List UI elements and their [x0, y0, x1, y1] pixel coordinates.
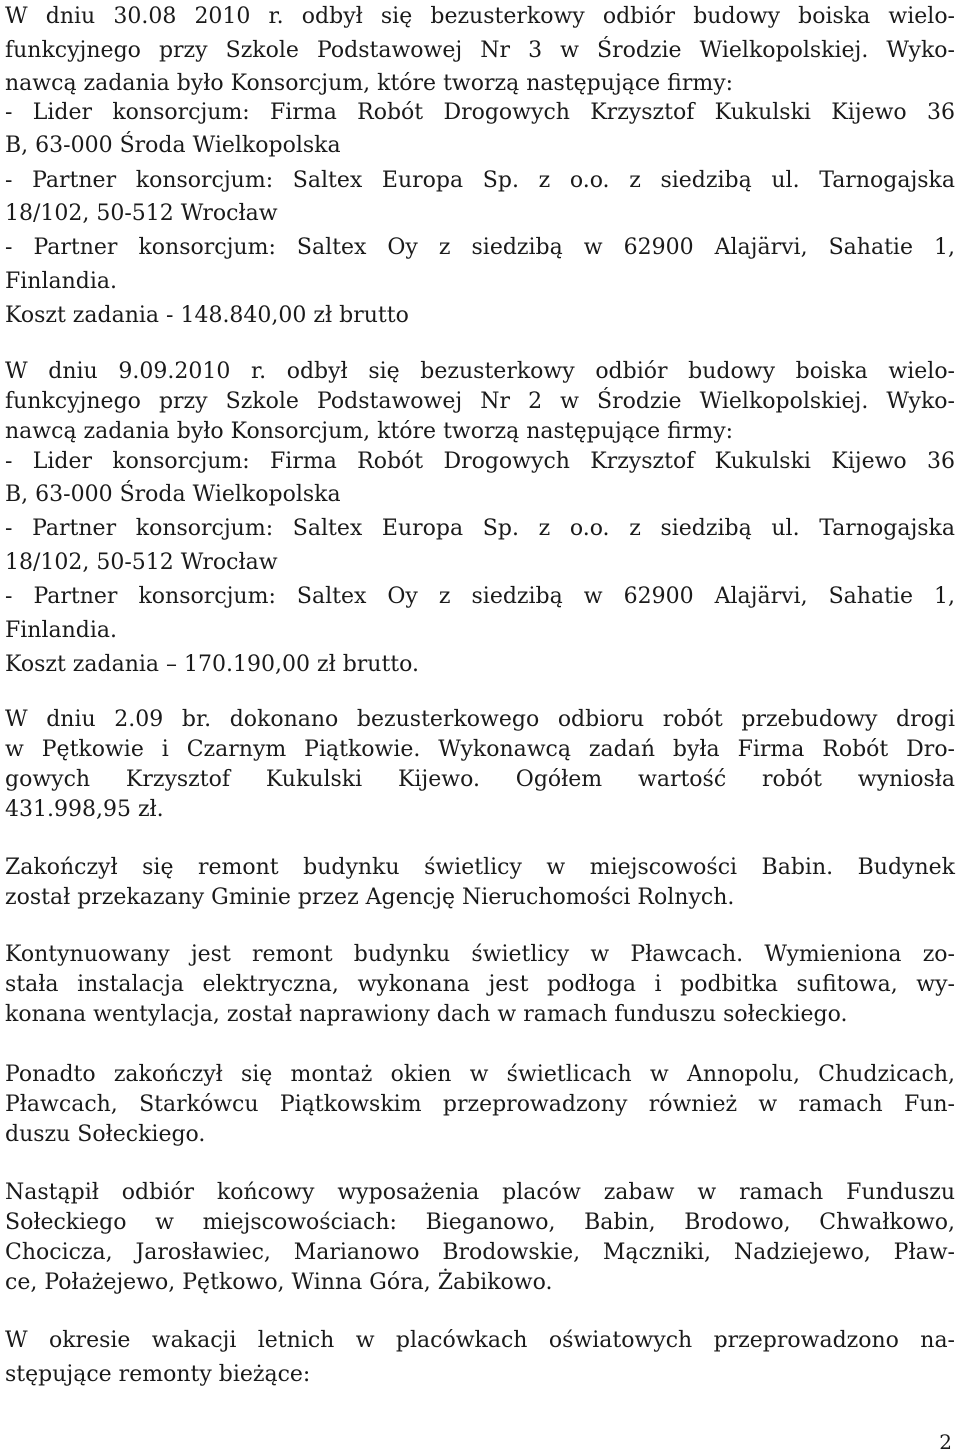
text-line: konana wentylacja, został naprawiony dach w ramach funduszu sołeckiego. — [5, 1002, 848, 1027]
text-line: Ponadto zakończył się montaż okien w świetlicach w Annopolu, Chudzicach, — [5, 1062, 955, 1087]
text-line: w Pętkowie i Czarnym Piątkowie. Wykonawcą zadań była Firma Robót Dro- — [5, 737, 955, 762]
text-line: gowych Krzysztof Kukulski Kijewo. Ogółem wartość robót wyniosła — [5, 767, 955, 792]
text-line: funkcyjnego przy Szkole Podstawowej Nr 2 w Środzie Wielkopolskiej. Wyko- — [5, 389, 955, 414]
text-line: - Lider konsorcjum: Firma Robót Drogowych Krzysztof Kukulski Kijewo 36 — [5, 100, 955, 125]
text-line: W okresie wakacji letnich w placówkach oświatowych przeprowadzono na- — [5, 1328, 955, 1353]
text-line: Kontynuowany jest remont budynku świetlicy w Pławcach. Wymieniona zo- — [5, 942, 955, 967]
text-line: Koszt zadania – 170.190,00 zł brutto. — [5, 652, 419, 677]
text-line: 431.998,95 zł. — [5, 797, 164, 822]
text-line: nawcą zadania było Konsorcjum, które tworzą następujące firmy: — [5, 419, 734, 444]
text-line: Koszt zadania - 148.840,00 zł brutto — [5, 303, 409, 328]
text-line: - Partner konsorcjum: Saltex Oy z siedzibą w 62900 Alajärvi, Sahatie 1, — [5, 584, 955, 609]
text-line: funkcyjnego przy Szkole Podstawowej Nr 3 w Środzie Wielkopolskiej. Wyko- — [5, 38, 955, 63]
page-number: 2 — [939, 1430, 952, 1454]
text-line: W dniu 30.08 2010 r. odbył się bezusterkowy odbiór budowy boiska wielo- — [5, 4, 955, 29]
text-line: stępujące remonty bieżące: — [5, 1362, 311, 1387]
text-line: Finlandia. — [5, 618, 118, 643]
text-line: Chocicza, Jarosławiec, Marianowo Brodowskie, Mączniki, Nadziejewo, Pław- — [5, 1240, 955, 1265]
text-line: Zakończył się remont budynku świetlicy w miejscowości Babin. Budynek — [5, 855, 955, 880]
text-line: - Partner konsorcjum: Saltex Europa Sp. z o.o. z siedzibą ul. Tarnogajska — [5, 516, 955, 541]
text-line: Pławcach, Starkówcu Piątkowskim przeprowadzony również w ramach Fun- — [5, 1092, 955, 1117]
text-line: - Partner konsorcjum: Saltex Europa Sp. z o.o. z siedzibą ul. Tarnogajska — [5, 168, 955, 193]
text-line: został przekazany Gminie przez Agencję Nieruchomości Rolnych. — [5, 885, 735, 910]
text-line: Nastąpił odbiór końcowy wyposażenia placów zabaw w ramach Funduszu — [5, 1180, 955, 1205]
text-line: ce, Połażejewo, Pętkowo, Winna Góra, Żabikowo. — [5, 1270, 553, 1295]
text-line: nawcą zadania było Konsorcjum, które tworzą następujące firmy: — [5, 71, 734, 96]
text-line: Sołeckiego w miejscowościach: Bieganowo, Babin, Brodowo, Chwałkowo, — [5, 1210, 955, 1235]
text-line: 18/102, 50-512 Wrocław — [5, 201, 278, 226]
text-line: W dniu 2.09 br. dokonano bezusterkowego odbioru robót przebudowy drogi — [5, 707, 955, 732]
text-line: B, 63-000 Środa Wielkopolska — [5, 133, 341, 158]
text-line: - Partner konsorcjum: Saltex Oy z siedzibą w 62900 Alajärvi, Sahatie 1, — [5, 235, 955, 260]
text-line: B, 63-000 Środa Wielkopolska — [5, 482, 341, 507]
text-line: Finlandia. — [5, 269, 118, 294]
text-line: duszu Sołeckiego. — [5, 1122, 206, 1147]
text-line: W dniu 9.09.2010 r. odbył się bezusterkowy odbiór budowy boiska wielo- — [5, 359, 955, 384]
text-line: stała instalacja elektryczna, wykonana jest podłoga i podbitka sufitowa, wy- — [5, 972, 955, 997]
text-line: 18/102, 50-512 Wrocław — [5, 550, 278, 575]
text-line: - Lider konsorcjum: Firma Robót Drogowych Krzysztof Kukulski Kijewo 36 — [5, 449, 955, 474]
